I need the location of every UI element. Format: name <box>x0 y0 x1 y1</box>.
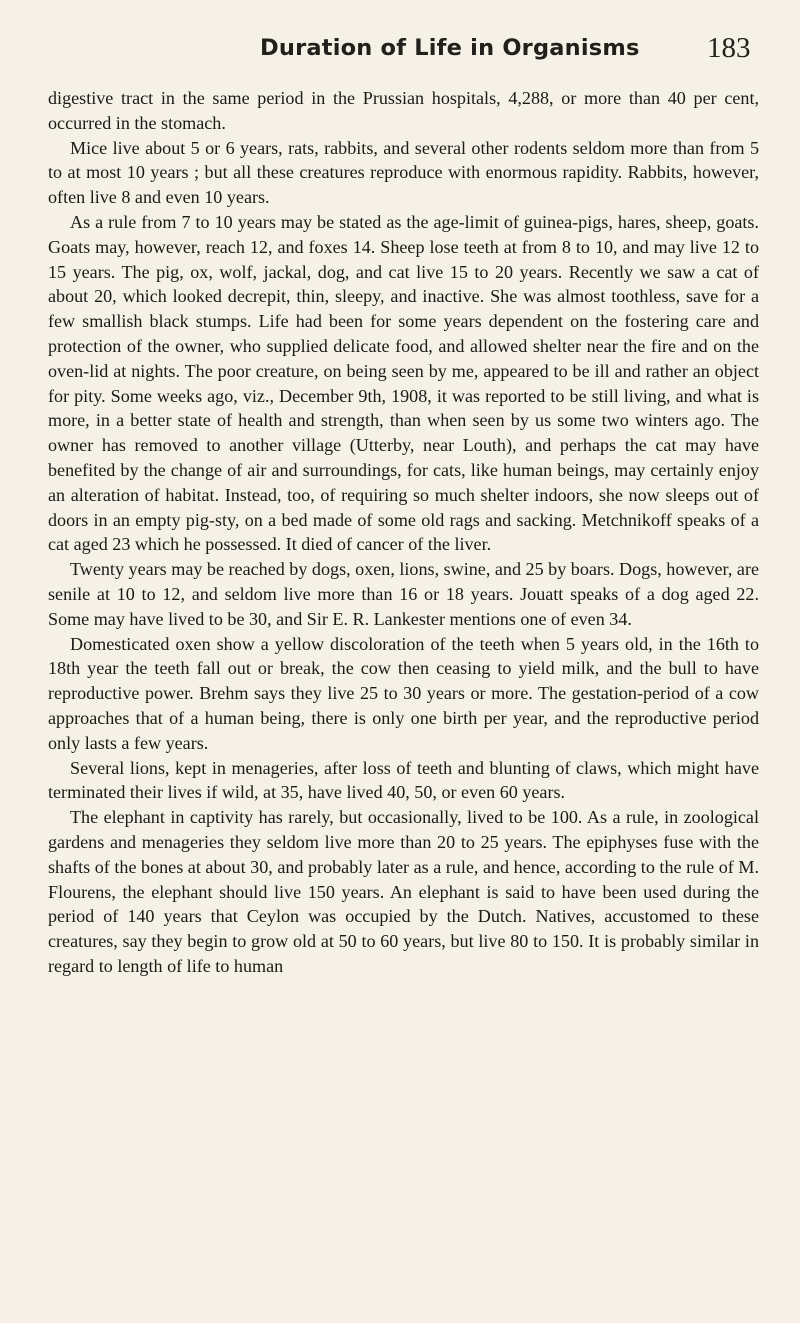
paragraph-lions: Several lions, kept in menageries, after loss of teeth and blunting of claws, which might have terminated their lives if wild, at 35, have lived 40, 50, or even 60 years. <box>48 757 759 803</box>
paragraph-mice: Mice live about 5 or 6 years, rats, rabbits, and several other rodents seldom more than from 5 to at most 10 years ; but all these creatures reproduce with enormous rapidity. Rabbits, however, often live 8 and even 10 years. <box>48 137 759 208</box>
page-number: 183 <box>707 32 751 64</box>
paragraph-age-limits: As a rule from 7 to 10 years may be stated as the age-limit of guinea-pigs, hares, sheep, goats. Goats may, however, reach 12, and foxes 14. Sheep lose teeth at from 8 to 10, and may live 12 to 15 years. The pig, ox, wolf, jackal, dog, and cat live 15 to 20 years. Recently we saw a cat of about 20, which looked decrepit, thin, sleepy, and inactive. She was almost toothless, save for a few smallish black stumps. Life had been for some years dependent on the fostering care and protection of the owner, who supplied delicate food, and allowed shelter near the fire and on the oven-lid at nights. The poor creature, on being seen by me, appeared to be ill and rather an object for pity. Some weeks ago, viz., December 9th, 1908, it was reported to be still living, and what is more, in a better state of health and strength, than when seen by us some two winters ago. The owner has removed to another village (Utterby, near Louth), and perhaps the cat may have benefited by the change of air and surroundings, for cats, like human beings, may certainly enjoy an alteration of habitat. Instead, too, of requiring so much shelter indoors, she now sleeps out of doors in an empty pig-sty, on a bed made of some old rags and sacking. Metchnikoff speaks of a cat aged 23 which he possessed. It died of cancer of the liver. <box>48 211 759 555</box>
paragraph-continuation: digestive tract in the same period in the Prussian hospitals, 4,288, or more than 40 per cent, occurred in the stomach. <box>48 88 759 133</box>
paragraph-elephant: The elephant in captivity has rarely, but occasionally, lived to be 100. As a rule, in zoological gardens and menageries they seldom live more than 20 to 25 years. The epiphyses fuse with the shafts of the bones at about 30, and probably later as a rule, and hence, according to the rule of M. Flourens, the elephant should live 150 years. An elephant is said to have been used during the period of 140 years that Ceylon was occupied by the Dutch. Natives, accustomed to these creatures, say they begin to grow old at 50 to 60 years, but live 80 to 150. It is probably similar in regard to length of life to human <box>48 807 759 976</box>
running-title: Duration of Life in Organisms <box>260 35 640 61</box>
paragraph-dogs: Twenty years may be reached by dogs, oxen, lions, swine, and 25 by boars. Dogs, however, are senile at 10 to 12, and seldom live more than 16 or 18 years. Jouatt speaks of a dog aged 22. Some may have lived to be 30, and Sir E. R. Lankester mentions one of even 34. <box>48 559 759 629</box>
running-head <box>0 32 800 72</box>
paragraph-oxen: Domesticated oxen show a yellow discoloration of the teeth when 5 years old, in the 16th to 18th year the teeth fall out or break, the cow then ceasing to yield milk, and the bull to have reproductive power. Brehm says they live 25 to 30 years or more. The gestation-period of a cow approaches that of a human being, there is only one birth per year, and the reproductive period only lasts a few years. <box>48 633 759 753</box>
body-text <box>48 86 759 979</box>
